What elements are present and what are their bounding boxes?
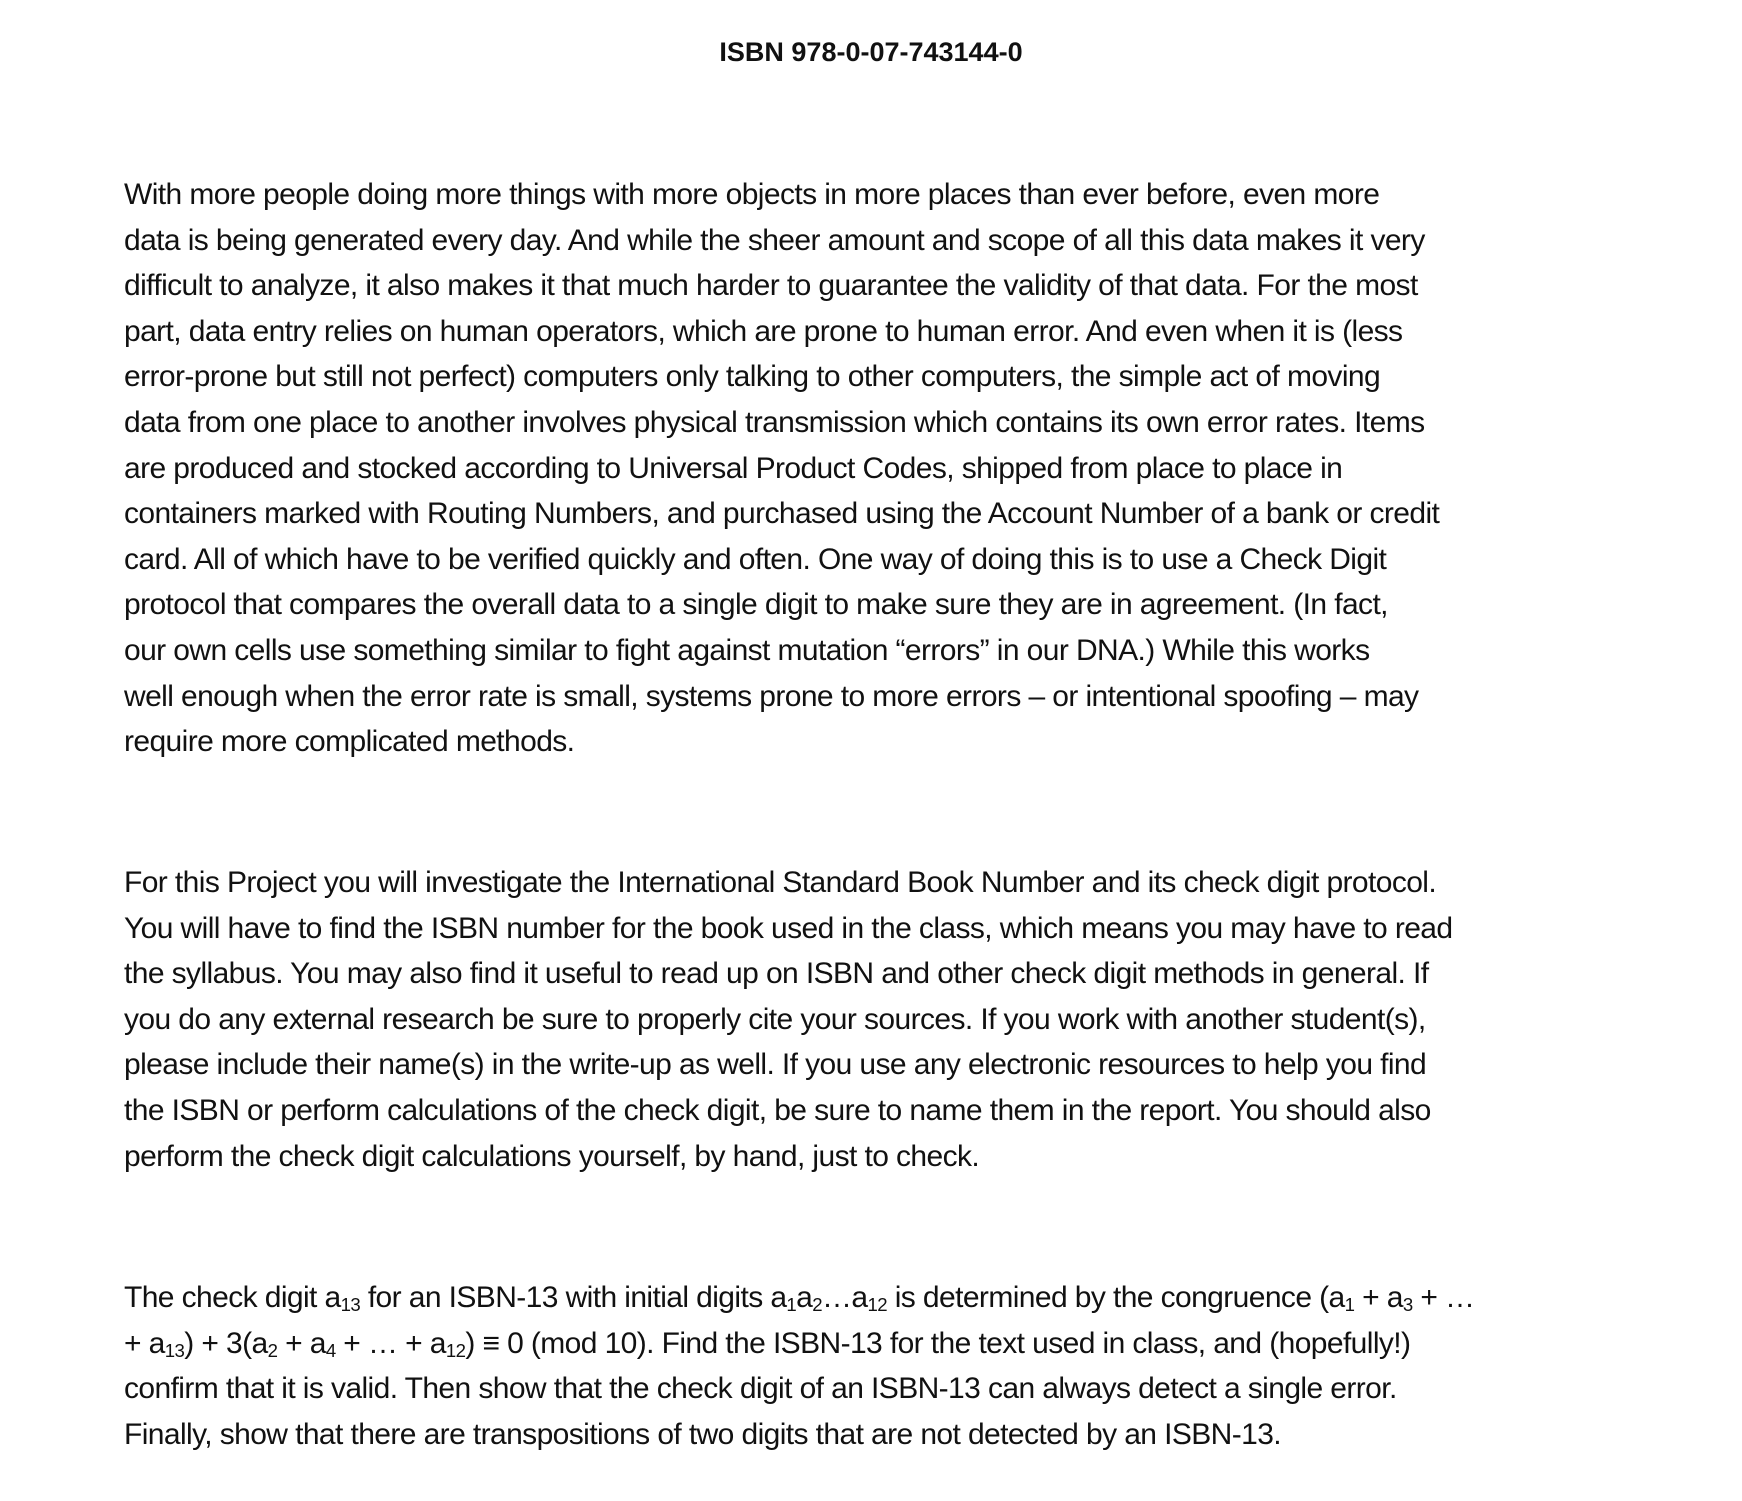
text-line-formula-1	[124, 1275, 1614, 1321]
text-run: The check digit a	[124, 1281, 341, 1314]
document-title: ISBN 978-0-07-743144-0	[719, 37, 1023, 67]
text-line: For this Project you will investigate the International Standard Book Number and its check digit protocol.	[124, 866, 1437, 899]
text-line: data is being generated every day. And while the sheer amount and scope of all this data makes it very	[124, 223, 1425, 257]
subscript: 1	[786, 1294, 797, 1316]
text-run: + a	[277, 1326, 326, 1360]
text-line: With more people doing more things with more objects in more places than ever before, even more	[124, 178, 1380, 211]
text-line: well enough when the error rate is small, systems prone to more errors – or intentional spoofing – may	[124, 679, 1419, 713]
text-line: data from one place to another involves physical transmission which contains its own error rates. Items	[124, 405, 1425, 439]
text-line: the syllabus. You may also find it useful to read up on ISBN and other check digit methods in general. If	[124, 957, 1429, 991]
subscript: 1	[1344, 1294, 1355, 1316]
text-line: our own cells use something similar to fight against mutation “errors” in our DNA.) While this works	[124, 633, 1370, 667]
text-line: please include their name(s) in the write-up as well. If you use any electronic resources to help you find	[124, 1048, 1427, 1082]
text-line: containers marked with Routing Numbers, and purchased using the Account Number of a bank or credit	[124, 497, 1440, 531]
paragraph-project-instructions	[124, 860, 1614, 1179]
text-run: ) + 3(a	[184, 1326, 268, 1360]
text-run: + a	[124, 1326, 165, 1360]
paragraph-check-digit-task	[124, 1275, 1614, 1457]
text-run: + …	[1412, 1281, 1475, 1314]
text-line: protocol that compares the overall data to a single digit to make sure they are in agreement. (In fact,	[124, 588, 1388, 622]
text-line-formula-2	[124, 1321, 1614, 1367]
subscript: 4	[325, 1339, 336, 1361]
text-run: …a	[822, 1281, 868, 1314]
text-line: You will have to find the ISBN number for the book used in the class, which means you may have to read	[124, 911, 1453, 945]
text-line: confirm that it is valid. Then show that the check digit of an ISBN-13 can always detect a single error.	[124, 1372, 1397, 1406]
text-line: the ISBN or perform calculations of the check digit, be sure to name them in the report. You should also	[124, 1093, 1431, 1127]
text-run: is determined by the congruence (a	[887, 1281, 1345, 1314]
text-line: perform the check digit calculations yourself, by hand, just to check.	[124, 1139, 980, 1173]
text-line: Finally, show that there are transpositions of two digits that are not detected by an ISBN-13.	[124, 1417, 1282, 1451]
text-line: card. All of which have to be verified quickly and often. One way of doing this is to use a Check Digit	[124, 542, 1387, 576]
subscript: 3	[1402, 1294, 1413, 1316]
text-run: for an ISBN-13 with initial digits a	[360, 1281, 787, 1314]
subscript: 2	[812, 1294, 823, 1316]
subscript: 12	[867, 1294, 887, 1316]
text-run: a	[796, 1281, 813, 1314]
paragraph-intro	[124, 172, 1614, 765]
text-run: ) ≡ 0 (mod 10). Find the ISBN-13 for the text used in class, and (hopefully!)	[465, 1326, 1411, 1360]
text-run: + a	[1354, 1281, 1403, 1314]
text-line: you do any external research be sure to properly cite your sources. If you work with another student(s),	[124, 1002, 1426, 1036]
subscript: 2	[267, 1339, 278, 1361]
subscript: 13	[340, 1294, 361, 1316]
subscript: 13	[164, 1339, 185, 1361]
text-line: part, data entry relies on human operators, which are prone to human error. And even when it is (less	[124, 314, 1403, 348]
text-line: difficult to analyze, it also makes it that much harder to guarantee the validity of that data. For the most	[124, 269, 1418, 303]
text-line: error-prone but still not perfect) computers only talking to other computers, the simple act of moving	[124, 360, 1381, 394]
text-line: require more complicated methods.	[124, 725, 575, 759]
subscript: 12	[445, 1339, 466, 1361]
text-run: + … + a	[335, 1326, 446, 1360]
text-line: are produced and stocked according to Universal Product Codes, shipped from place to place in	[124, 451, 1343, 485]
